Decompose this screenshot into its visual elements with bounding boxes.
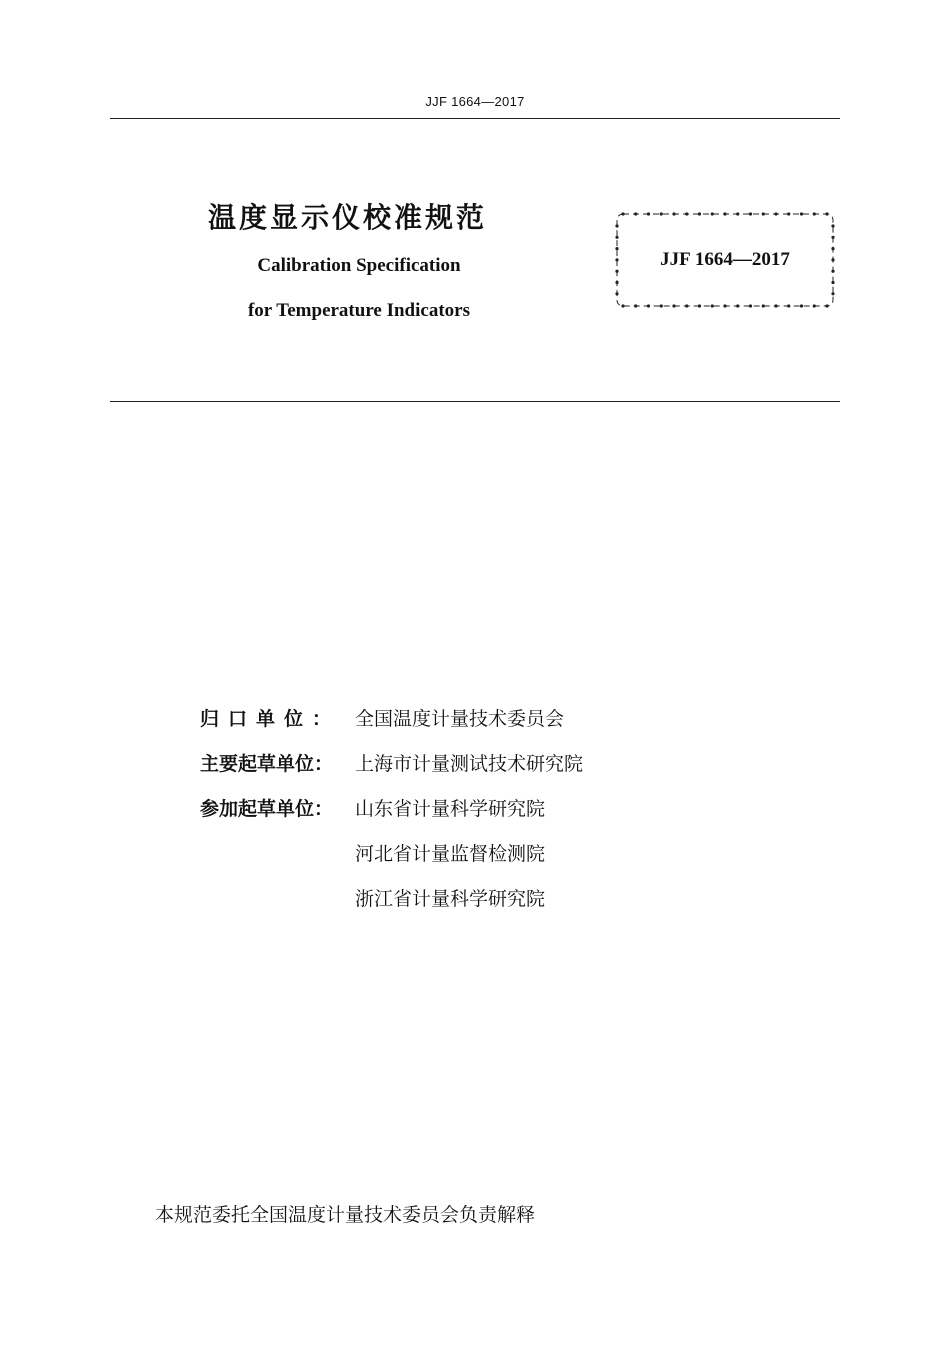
border-dot [634, 212, 637, 215]
border-dot [711, 304, 714, 307]
border-dot [831, 224, 834, 227]
participating-unit-value: 河北省计量监督检测院 [355, 843, 546, 865]
border-dot [647, 212, 650, 215]
border-dot [660, 304, 663, 307]
border-dot [831, 281, 834, 284]
border-dot [615, 281, 618, 284]
title-divider [110, 401, 840, 402]
main-drafter-value: 上海市计量测试技术研究院 [355, 753, 584, 775]
border-dot [711, 212, 714, 215]
participating-unit-label: 参加起草单位： [200, 798, 334, 820]
border-dot [787, 212, 790, 215]
border-dot [787, 304, 790, 307]
border-dot [736, 304, 739, 307]
participating-unit-row [200, 794, 800, 839]
border-dot [736, 212, 739, 215]
border-dot [685, 212, 688, 215]
participating-unit-value: 山东省计量科学研究院 [355, 798, 546, 820]
border-dot [774, 304, 777, 307]
header-divider [110, 118, 840, 119]
main-drafter-row [200, 749, 800, 794]
participating-unit-row [200, 839, 800, 884]
title-english-line1: Calibration Specification [257, 255, 461, 276]
border-dot [800, 212, 803, 215]
border-dot [621, 304, 624, 307]
border-dot [831, 236, 834, 239]
document-code: JJF 1664—2017 [660, 249, 790, 270]
border-dot [615, 292, 618, 295]
border-dot [647, 304, 650, 307]
border-dot [723, 212, 726, 215]
border-dot [825, 304, 828, 307]
border-dot [762, 304, 765, 307]
border-dot [825, 212, 828, 215]
border-dot [615, 236, 618, 239]
border-dot [800, 304, 803, 307]
participating-unit-row [200, 884, 800, 929]
responsible-unit-value: 全国温度计量技术委员会 [355, 708, 565, 730]
border-dot [762, 212, 765, 215]
border-dot [698, 212, 701, 215]
document-code-box [615, 212, 835, 308]
responsible-unit-row [200, 704, 800, 749]
border-dot [634, 304, 637, 307]
border-dot [660, 212, 663, 215]
border-dot [672, 212, 675, 215]
border-dot [749, 304, 752, 307]
border-dot [813, 304, 816, 307]
title-english-line2: for Temperature Indicators [247, 300, 470, 321]
border-dot [698, 304, 701, 307]
border-dot [813, 212, 816, 215]
main-drafter-label: 主要起草单位： [200, 753, 334, 775]
responsible-unit-label: 归口单位： [200, 708, 341, 730]
border-dot [749, 212, 752, 215]
border-dot [672, 304, 675, 307]
title-chinese: 温度显示仪校准规范 [208, 201, 488, 234]
border-dot [831, 292, 834, 295]
border-dot [615, 224, 618, 227]
border-dot [723, 304, 726, 307]
drafting-units [200, 704, 800, 929]
interpretation-note: 本规范委托全国温度计量技术委员会负责解释 [155, 1204, 536, 1226]
header-document-code: JJF 1664—2017 [425, 94, 525, 109]
border-dot [621, 212, 624, 215]
participating-unit-value: 浙江省计量科学研究院 [355, 888, 546, 910]
border-dot [685, 304, 688, 307]
border-dot [774, 212, 777, 215]
